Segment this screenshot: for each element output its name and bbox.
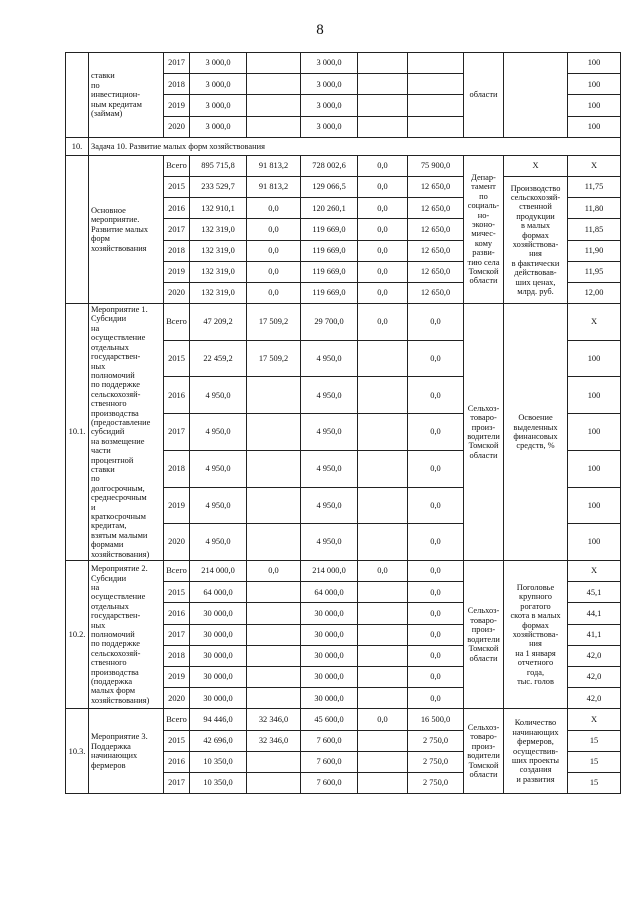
year-cell: 2020 xyxy=(164,688,190,709)
local-budget-cell: 0,0 xyxy=(358,261,408,282)
total-cell: 132 319,0 xyxy=(190,282,247,303)
target-value-cell: X xyxy=(568,561,621,582)
federal-budget-cell xyxy=(247,95,301,116)
year-cell: 2019 xyxy=(164,261,190,282)
target-value-cell: 44,1 xyxy=(568,603,621,624)
measure-name-cell: Основное мероприятие. Развитие малых форм хозяйствования xyxy=(89,155,164,303)
total-cell: 64 000,0 xyxy=(190,582,247,603)
federal-budget-cell xyxy=(247,524,301,561)
local-budget-cell xyxy=(358,730,408,751)
item-number-cell xyxy=(66,155,89,303)
total-cell: 3 000,0 xyxy=(190,95,247,116)
regional-budget-cell: 4 950,0 xyxy=(301,414,358,451)
year-cell: 2020 xyxy=(164,116,190,137)
page-number: 8 xyxy=(316,22,324,38)
target-value-cell: 100 xyxy=(568,95,621,116)
federal-budget-cell xyxy=(247,377,301,414)
target-value-cell: 100 xyxy=(568,340,621,377)
federal-budget-cell xyxy=(247,688,301,709)
local-budget-cell xyxy=(358,582,408,603)
executor-cell: Сельхоз- товаро- произ- водители Томской области xyxy=(464,709,504,794)
federal-budget-cell: 0,0 xyxy=(247,219,301,240)
year-cell: 2015 xyxy=(164,340,190,377)
federal-budget-cell: 32 346,0 xyxy=(247,709,301,730)
total-cell: 132 319,0 xyxy=(190,261,247,282)
target-value-cell: 15 xyxy=(568,772,621,793)
task-title-cell: Задача 10. Развитие малых форм хозяйствования xyxy=(89,137,621,155)
federal-budget-cell xyxy=(247,414,301,451)
regional-budget-cell: 3 000,0 xyxy=(301,53,358,74)
total-cell: 10 350,0 xyxy=(190,772,247,793)
federal-budget-cell: 0,0 xyxy=(247,261,301,282)
table-row xyxy=(66,155,621,176)
regional-budget-cell: 119 669,0 xyxy=(301,240,358,261)
year-cell: Всего xyxy=(164,709,190,730)
local-budget-cell: 0,0 xyxy=(358,155,408,176)
extrabudgetary-cell: 2 750,0 xyxy=(408,772,464,793)
total-cell: 42 696,0 xyxy=(190,730,247,751)
extrabudgetary-cell: 2 750,0 xyxy=(408,730,464,751)
year-cell: 2018 xyxy=(164,74,190,95)
regional-budget-cell: 3 000,0 xyxy=(301,74,358,95)
local-budget-cell: 0,0 xyxy=(358,561,408,582)
regional-budget-cell: 29 700,0 xyxy=(301,304,358,341)
local-budget-cell xyxy=(358,53,408,74)
year-cell: Всего xyxy=(164,304,190,341)
year-cell: 2018 xyxy=(164,450,190,487)
indicator-x-cell: X xyxy=(504,155,568,176)
target-value-cell: 11,95 xyxy=(568,261,621,282)
executor-cell: области xyxy=(464,53,504,138)
indicator-cell xyxy=(504,53,568,138)
task-row xyxy=(66,137,621,155)
target-value-cell: 100 xyxy=(568,487,621,524)
total-cell: 4 950,0 xyxy=(190,377,247,414)
extrabudgetary-cell xyxy=(408,116,464,137)
target-value-cell: 45,1 xyxy=(568,582,621,603)
target-value-cell: 12,00 xyxy=(568,282,621,303)
total-cell: 30 000,0 xyxy=(190,624,247,645)
target-value-cell: 100 xyxy=(568,414,621,451)
total-cell: 132 319,0 xyxy=(190,219,247,240)
extrabudgetary-cell xyxy=(408,95,464,116)
total-cell: 132 910,1 xyxy=(190,198,247,219)
table-row xyxy=(66,53,621,74)
extrabudgetary-cell: 0,0 xyxy=(408,340,464,377)
table-row xyxy=(66,709,621,730)
extrabudgetary-cell: 16 500,0 xyxy=(408,709,464,730)
federal-budget-cell: 0,0 xyxy=(247,282,301,303)
extrabudgetary-cell: 12 650,0 xyxy=(408,240,464,261)
local-budget-cell xyxy=(358,624,408,645)
year-cell: 2019 xyxy=(164,487,190,524)
extrabudgetary-cell: 12 650,0 xyxy=(408,261,464,282)
executor-cell: Сельхоз- товаро- произ- водители Томской области xyxy=(464,304,504,561)
regional-budget-cell: 119 669,0 xyxy=(301,282,358,303)
regional-budget-cell: 214 000,0 xyxy=(301,561,358,582)
extrabudgetary-cell: 12 650,0 xyxy=(408,219,464,240)
local-budget-cell xyxy=(358,95,408,116)
local-budget-cell: 0,0 xyxy=(358,240,408,261)
target-value-cell: 11,75 xyxy=(568,176,621,197)
total-cell: 22 459,2 xyxy=(190,340,247,377)
extrabudgetary-cell: 0,0 xyxy=(408,414,464,451)
extrabudgetary-cell: 0,0 xyxy=(408,666,464,687)
target-value-cell: 100 xyxy=(568,377,621,414)
year-cell: 2016 xyxy=(164,603,190,624)
local-budget-cell xyxy=(358,414,408,451)
local-budget-cell: 0,0 xyxy=(358,198,408,219)
target-value-cell: 41,1 xyxy=(568,624,621,645)
federal-budget-cell xyxy=(247,603,301,624)
regional-budget-cell: 45 600,0 xyxy=(301,709,358,730)
total-cell: 30 000,0 xyxy=(190,688,247,709)
extrabudgetary-cell: 75 900,0 xyxy=(408,155,464,176)
regional-budget-cell: 4 950,0 xyxy=(301,340,358,377)
federal-budget-cell xyxy=(247,624,301,645)
target-value-cell: 42,0 xyxy=(568,666,621,687)
year-cell: 2017 xyxy=(164,772,190,793)
total-cell: 3 000,0 xyxy=(190,116,247,137)
total-cell: 214 000,0 xyxy=(190,561,247,582)
executor-cell: Сельхоз- товаро- произ- водители Томской области xyxy=(464,561,504,709)
regional-budget-cell: 119 669,0 xyxy=(301,219,358,240)
total-cell: 47 209,2 xyxy=(190,304,247,341)
target-value-cell: 15 xyxy=(568,730,621,751)
total-cell: 4 950,0 xyxy=(190,450,247,487)
federal-budget-cell: 91 813,2 xyxy=(247,155,301,176)
extrabudgetary-cell xyxy=(408,74,464,95)
regional-budget-cell: 4 950,0 xyxy=(301,377,358,414)
extrabudgetary-cell: 0,0 xyxy=(408,645,464,666)
federal-budget-cell xyxy=(247,74,301,95)
federal-budget-cell xyxy=(247,772,301,793)
regional-budget-cell: 7 600,0 xyxy=(301,772,358,793)
target-value-cell: 11,85 xyxy=(568,219,621,240)
extrabudgetary-cell: 12 650,0 xyxy=(408,282,464,303)
federal-budget-cell xyxy=(247,53,301,74)
local-budget-cell xyxy=(358,666,408,687)
item-number-cell xyxy=(66,53,89,138)
year-cell: Всего xyxy=(164,155,190,176)
year-cell: 2019 xyxy=(164,95,190,116)
regional-budget-cell: 7 600,0 xyxy=(301,751,358,772)
local-budget-cell xyxy=(358,751,408,772)
total-cell: 30 000,0 xyxy=(190,645,247,666)
federal-budget-cell: 17 509,2 xyxy=(247,340,301,377)
year-cell: 2020 xyxy=(164,524,190,561)
table-row xyxy=(66,561,621,582)
item-number-cell: 10.1. xyxy=(66,304,89,561)
extrabudgetary-cell: 0,0 xyxy=(408,582,464,603)
regional-budget-cell: 30 000,0 xyxy=(301,666,358,687)
federal-budget-cell: 0,0 xyxy=(247,198,301,219)
task-number-cell: 10. xyxy=(66,137,89,155)
total-cell: 10 350,0 xyxy=(190,751,247,772)
total-cell: 4 950,0 xyxy=(190,487,247,524)
local-budget-cell xyxy=(358,772,408,793)
indicator-cell: Количество начинающих фермеров, осуществив- ших проекты создания и развития xyxy=(504,709,568,794)
local-budget-cell xyxy=(358,524,408,561)
local-budget-cell xyxy=(358,645,408,666)
table-body xyxy=(66,53,621,794)
total-cell: 30 000,0 xyxy=(190,666,247,687)
extrabudgetary-cell: 0,0 xyxy=(408,524,464,561)
target-value-cell: 100 xyxy=(568,450,621,487)
local-budget-cell: 0,0 xyxy=(358,282,408,303)
total-cell: 3 000,0 xyxy=(190,74,247,95)
regional-budget-cell: 4 950,0 xyxy=(301,450,358,487)
federal-budget-cell xyxy=(247,450,301,487)
year-cell: 2015 xyxy=(164,176,190,197)
local-budget-cell: 0,0 xyxy=(358,176,408,197)
year-cell: 2017 xyxy=(164,624,190,645)
extrabudgetary-cell: 0,0 xyxy=(408,624,464,645)
indicator-cell: Освоение выделенных финансовых средств, % xyxy=(504,304,568,561)
regional-budget-cell: 30 000,0 xyxy=(301,603,358,624)
measure-name-cell: Мероприятие 2. Субсидии на осуществление отдельных государствен- ных полномочий по поддержке сельскохозяй- ственного производства (поддержка малых форм хозяйствования) xyxy=(89,561,164,709)
item-number-cell: 10.2. xyxy=(66,561,89,709)
total-cell: 4 950,0 xyxy=(190,524,247,561)
regional-budget-cell: 4 950,0 xyxy=(301,524,358,561)
extrabudgetary-cell: 0,0 xyxy=(408,450,464,487)
extrabudgetary-cell: 0,0 xyxy=(408,304,464,341)
federal-budget-cell: 0,0 xyxy=(247,561,301,582)
executor-cell: Депар- тамент по социаль- но- эконо- мичес- кому разви- тию села Томской области xyxy=(464,155,504,303)
total-cell: 4 950,0 xyxy=(190,414,247,451)
target-value-cell: X xyxy=(568,709,621,730)
year-cell: 2017 xyxy=(164,53,190,74)
regional-budget-cell: 7 600,0 xyxy=(301,730,358,751)
year-cell: 2018 xyxy=(164,240,190,261)
target-value-cell: 42,0 xyxy=(568,645,621,666)
extrabudgetary-cell: 12 650,0 xyxy=(408,176,464,197)
local-budget-cell: 0,0 xyxy=(358,709,408,730)
regional-budget-cell: 728 002,6 xyxy=(301,155,358,176)
total-cell: 233 529,7 xyxy=(190,176,247,197)
federal-budget-cell: 17 509,2 xyxy=(247,304,301,341)
regional-budget-cell: 119 669,0 xyxy=(301,261,358,282)
regional-budget-cell: 30 000,0 xyxy=(301,624,358,645)
target-value-cell: 11,90 xyxy=(568,240,621,261)
program-measures-table xyxy=(65,52,621,794)
federal-budget-cell xyxy=(247,582,301,603)
measure-name-cell: Мероприятие 3. Поддержка начинающих фермеров xyxy=(89,709,164,794)
year-cell: Всего xyxy=(164,561,190,582)
table-row xyxy=(66,304,621,341)
target-value-cell: X xyxy=(568,304,621,341)
total-cell: 3 000,0 xyxy=(190,53,247,74)
target-value-cell: 15 xyxy=(568,751,621,772)
regional-budget-cell: 3 000,0 xyxy=(301,95,358,116)
year-cell: 2016 xyxy=(164,198,190,219)
target-value-cell: 100 xyxy=(568,74,621,95)
federal-budget-cell: 32 346,0 xyxy=(247,730,301,751)
local-budget-cell xyxy=(358,487,408,524)
target-value-cell: 42,0 xyxy=(568,688,621,709)
target-value-cell: 100 xyxy=(568,524,621,561)
federal-budget-cell xyxy=(247,116,301,137)
local-budget-cell xyxy=(358,74,408,95)
year-cell: 2017 xyxy=(164,219,190,240)
year-cell: 2017 xyxy=(164,414,190,451)
extrabudgetary-cell: 0,0 xyxy=(408,688,464,709)
extrabudgetary-cell xyxy=(408,53,464,74)
federal-budget-cell: 91 813,2 xyxy=(247,176,301,197)
extrabudgetary-cell: 0,0 xyxy=(408,603,464,624)
total-cell: 94 446,0 xyxy=(190,709,247,730)
local-budget-cell xyxy=(358,603,408,624)
indicator-cell: Производство сельскохозяй- ственной продукции в малых формах хозяйствова- ния в фактически действовав- ших ценах, млрд. руб. xyxy=(504,176,568,303)
extrabudgetary-cell: 0,0 xyxy=(408,487,464,524)
extrabudgetary-cell: 0,0 xyxy=(408,377,464,414)
regional-budget-cell: 129 066,5 xyxy=(301,176,358,197)
local-budget-cell xyxy=(358,340,408,377)
total-cell: 30 000,0 xyxy=(190,603,247,624)
year-cell: 2018 xyxy=(164,645,190,666)
regional-budget-cell: 3 000,0 xyxy=(301,116,358,137)
local-budget-cell xyxy=(358,116,408,137)
regional-budget-cell: 64 000,0 xyxy=(301,582,358,603)
item-number-cell: 10.3. xyxy=(66,709,89,794)
local-budget-cell xyxy=(358,377,408,414)
federal-budget-cell: 0,0 xyxy=(247,240,301,261)
extrabudgetary-cell: 2 750,0 xyxy=(408,751,464,772)
local-budget-cell: 0,0 xyxy=(358,219,408,240)
local-budget-cell xyxy=(358,450,408,487)
measure-name-cell: ставки по инвестицион- ным кредитам (займам) xyxy=(89,53,164,138)
federal-budget-cell xyxy=(247,487,301,524)
regional-budget-cell: 30 000,0 xyxy=(301,688,358,709)
year-cell: 2015 xyxy=(164,730,190,751)
federal-budget-cell xyxy=(247,751,301,772)
extrabudgetary-cell: 12 650,0 xyxy=(408,198,464,219)
year-cell: 2020 xyxy=(164,282,190,303)
measure-name-cell: Мероприятие 1. Субсидии на осуществление отдельных государствен- ных полномочий по поддержке сельскохозяй- ственного производства (предоставление субсидий на возмещение части процентной ставки по долгосрочным, среднесрочным и краткосрочным кредитам, взятым малыми формами хозяйствования) xyxy=(89,304,164,561)
regional-budget-cell: 30 000,0 xyxy=(301,645,358,666)
total-cell: 132 319,0 xyxy=(190,240,247,261)
total-cell: 895 715,8 xyxy=(190,155,247,176)
target-value-cell: 100 xyxy=(568,53,621,74)
target-value-cell: X xyxy=(568,155,621,176)
local-budget-cell xyxy=(358,688,408,709)
year-cell: 2016 xyxy=(164,751,190,772)
federal-budget-cell xyxy=(247,645,301,666)
regional-budget-cell: 120 260,1 xyxy=(301,198,358,219)
indicator-cell: Поголовье крупного рогатого скота в малых формах хозяйствова- ния на 1 января отчетного года, тыс. голов xyxy=(504,561,568,709)
target-value-cell: 11,80 xyxy=(568,198,621,219)
extrabudgetary-cell: 0,0 xyxy=(408,561,464,582)
year-cell: 2019 xyxy=(164,666,190,687)
regional-budget-cell: 4 950,0 xyxy=(301,487,358,524)
target-value-cell: 100 xyxy=(568,116,621,137)
local-budget-cell: 0,0 xyxy=(358,304,408,341)
year-cell: 2016 xyxy=(164,377,190,414)
year-cell: 2015 xyxy=(164,582,190,603)
federal-budget-cell xyxy=(247,666,301,687)
